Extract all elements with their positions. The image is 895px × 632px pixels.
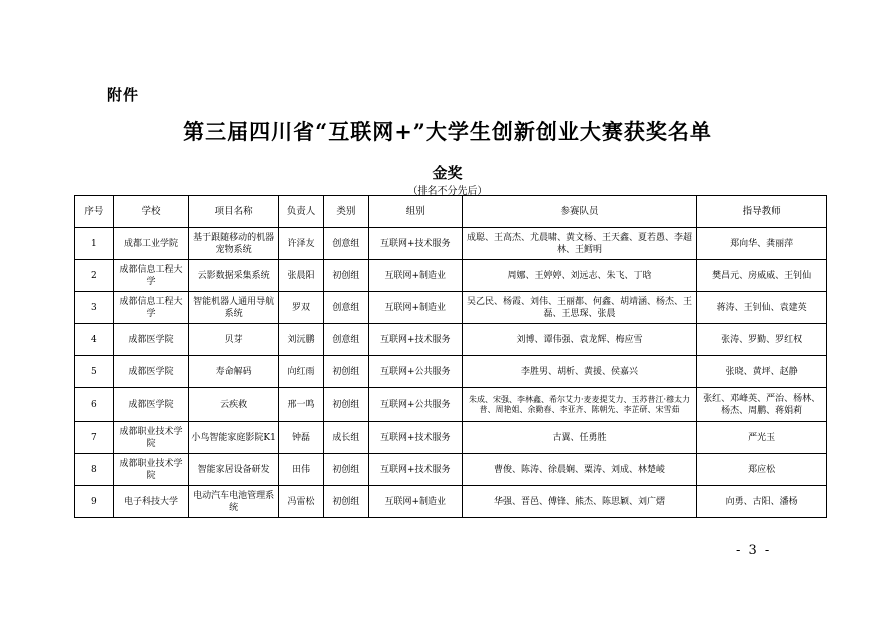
table-row bbox=[75, 356, 827, 388]
cell-advisors: 张晓、黄坪、赵静 bbox=[697, 356, 827, 388]
cell-members: 刘博、谭伟强、袁龙辉、梅应雪 bbox=[462, 324, 697, 356]
cell-project: 小鸟智能家庭影院K1 bbox=[189, 422, 279, 454]
cell-project: 云疾救 bbox=[189, 388, 279, 422]
attachment-label: 附件 bbox=[107, 86, 140, 104]
cell-group: 互联网+制造业 bbox=[368, 260, 462, 292]
cell-index: 9 bbox=[75, 486, 114, 518]
table-row bbox=[75, 324, 827, 356]
table-row bbox=[75, 292, 827, 324]
header-members: 参赛队员 bbox=[462, 196, 697, 228]
cell-members: 古翼、任勇胜 bbox=[462, 422, 697, 454]
header-leader: 负责人 bbox=[279, 196, 324, 228]
cell-school: 成都职业技术学院 bbox=[113, 454, 189, 486]
table-row bbox=[75, 454, 827, 486]
cell-category: 初创组 bbox=[323, 486, 368, 518]
cell-school: 成都职业技术学院 bbox=[113, 422, 189, 454]
table-header-row bbox=[75, 196, 827, 228]
cell-leader: 向红雨 bbox=[279, 356, 324, 388]
awards-table bbox=[74, 195, 827, 518]
header-index: 序号 bbox=[75, 196, 114, 228]
cell-school: 成都医学院 bbox=[113, 356, 189, 388]
cell-leader: 冯雷松 bbox=[279, 486, 324, 518]
document-title: 第三届四川省“互联网+”大学生创新创业大赛获奖名单 bbox=[183, 119, 712, 144]
cell-group: 互联网+公共服务 bbox=[368, 356, 462, 388]
cell-members: 吴乙民、杨霞、刘伟、王丽都、何鑫、胡靖涵、杨杰、王磊、王思琛、张晨 bbox=[462, 292, 697, 324]
cell-advisors: 向勇、古阳、潘杨 bbox=[697, 486, 827, 518]
cell-index: 3 bbox=[75, 292, 114, 324]
cell-leader: 田伟 bbox=[279, 454, 324, 486]
cell-members: 成聪、王高杰、尤晨啸、黄文杨、王天鑫、夏若愚、李超林、王鳕明 bbox=[462, 228, 697, 260]
cell-group: 互联网+技术服务 bbox=[368, 324, 462, 356]
table-row bbox=[75, 388, 827, 422]
order-note: （排名不分先后） bbox=[407, 186, 488, 197]
cell-index: 5 bbox=[75, 356, 114, 388]
cell-project: 贝芽 bbox=[189, 324, 279, 356]
cell-project: 基于跟随移动的机器宠物系统 bbox=[189, 228, 279, 260]
cell-group: 互联网+技术服务 bbox=[368, 422, 462, 454]
header-project: 项目名称 bbox=[189, 196, 279, 228]
cell-group: 互联网+制造业 bbox=[368, 292, 462, 324]
cell-index: 8 bbox=[75, 454, 114, 486]
cell-school: 成都工业学院 bbox=[113, 228, 189, 260]
cell-school: 成都信息工程大学 bbox=[113, 292, 189, 324]
cell-advisors: 郑向华、龚丽萍 bbox=[697, 228, 827, 260]
cell-category: 初创组 bbox=[323, 260, 368, 292]
cell-leader: 罗双 bbox=[279, 292, 324, 324]
cell-project: 智能机器人通用导航系统 bbox=[189, 292, 279, 324]
header-category: 类别 bbox=[323, 196, 368, 228]
cell-advisors: 樊昌元、房威威、王钊仙 bbox=[697, 260, 827, 292]
cell-leader: 张晨阳 bbox=[279, 260, 324, 292]
cell-leader: 刘沅鹏 bbox=[279, 324, 324, 356]
cell-index: 2 bbox=[75, 260, 114, 292]
cell-index: 7 bbox=[75, 422, 114, 454]
cell-leader: 许泽友 bbox=[279, 228, 324, 260]
cell-category: 创意组 bbox=[323, 228, 368, 260]
cell-project: 云影数据采集系统 bbox=[189, 260, 279, 292]
cell-group: 互联网+技术服务 bbox=[368, 228, 462, 260]
cell-project: 电动汽车电池管理系统 bbox=[189, 486, 279, 518]
cell-group: 互联网+制造业 bbox=[368, 486, 462, 518]
table-row bbox=[75, 228, 827, 260]
cell-project: 寿命解码 bbox=[189, 356, 279, 388]
cell-advisors: 蒋涛、王钊仙、袁建英 bbox=[697, 292, 827, 324]
cell-index: 4 bbox=[75, 324, 114, 356]
cell-leader: 邢一鸣 bbox=[279, 388, 324, 422]
cell-school: 成都医学院 bbox=[113, 388, 189, 422]
cell-advisors: 张红、邓峰英、严治、杨林、杨杰、周鹏、蒋娟莉 bbox=[697, 388, 827, 422]
cell-group: 互联网+公共服务 bbox=[368, 388, 462, 422]
cell-members: 曹俊、陈涛、徐晨娴、粟涛、刘成、林楚崚 bbox=[462, 454, 697, 486]
cell-advisors: 张涛、罗勤、罗红权 bbox=[697, 324, 827, 356]
cell-category: 初创组 bbox=[323, 454, 368, 486]
cell-category: 成长组 bbox=[323, 422, 368, 454]
cell-category: 初创组 bbox=[323, 356, 368, 388]
cell-project: 智能家居设备研发 bbox=[189, 454, 279, 486]
cell-members: 朱成、宋强、李林鑫、希尔艾力·麦麦提艾力、玉苏普江·穆太力普、周艳姐、余勤春、李亚齐、陈朝先、李芷研、宋雪茹 bbox=[462, 388, 697, 422]
table-row bbox=[75, 486, 827, 518]
cell-members: 周娜、王婷婷、刘远志、朱飞、丁晗 bbox=[462, 260, 697, 292]
cell-category: 创意组 bbox=[323, 324, 368, 356]
cell-school: 电子科技大学 bbox=[113, 486, 189, 518]
cell-school: 成都信息工程大学 bbox=[113, 260, 189, 292]
cell-index: 1 bbox=[75, 228, 114, 260]
header-group: 组别 bbox=[368, 196, 462, 228]
page-number: - 3 - bbox=[736, 543, 772, 558]
table-row bbox=[75, 260, 827, 292]
table-row bbox=[75, 422, 827, 454]
header-school: 学校 bbox=[113, 196, 189, 228]
cell-leader: 钟磊 bbox=[279, 422, 324, 454]
cell-members: 华强、晋邑、傅锋、熊杰、陈思颖、刘广熠 bbox=[462, 486, 697, 518]
cell-advisors: 郑应松 bbox=[697, 454, 827, 486]
cell-category: 初创组 bbox=[323, 388, 368, 422]
header-advisors: 指导教师 bbox=[697, 196, 827, 228]
cell-members: 李胜男、胡析、黄援、侯嘉兴 bbox=[462, 356, 697, 388]
cell-index: 6 bbox=[75, 388, 114, 422]
cell-advisors: 严光玉 bbox=[697, 422, 827, 454]
section-title: 金奖 bbox=[432, 164, 463, 182]
cell-school: 成都医学院 bbox=[113, 324, 189, 356]
cell-group: 互联网+技术服务 bbox=[368, 454, 462, 486]
cell-category: 创意组 bbox=[323, 292, 368, 324]
